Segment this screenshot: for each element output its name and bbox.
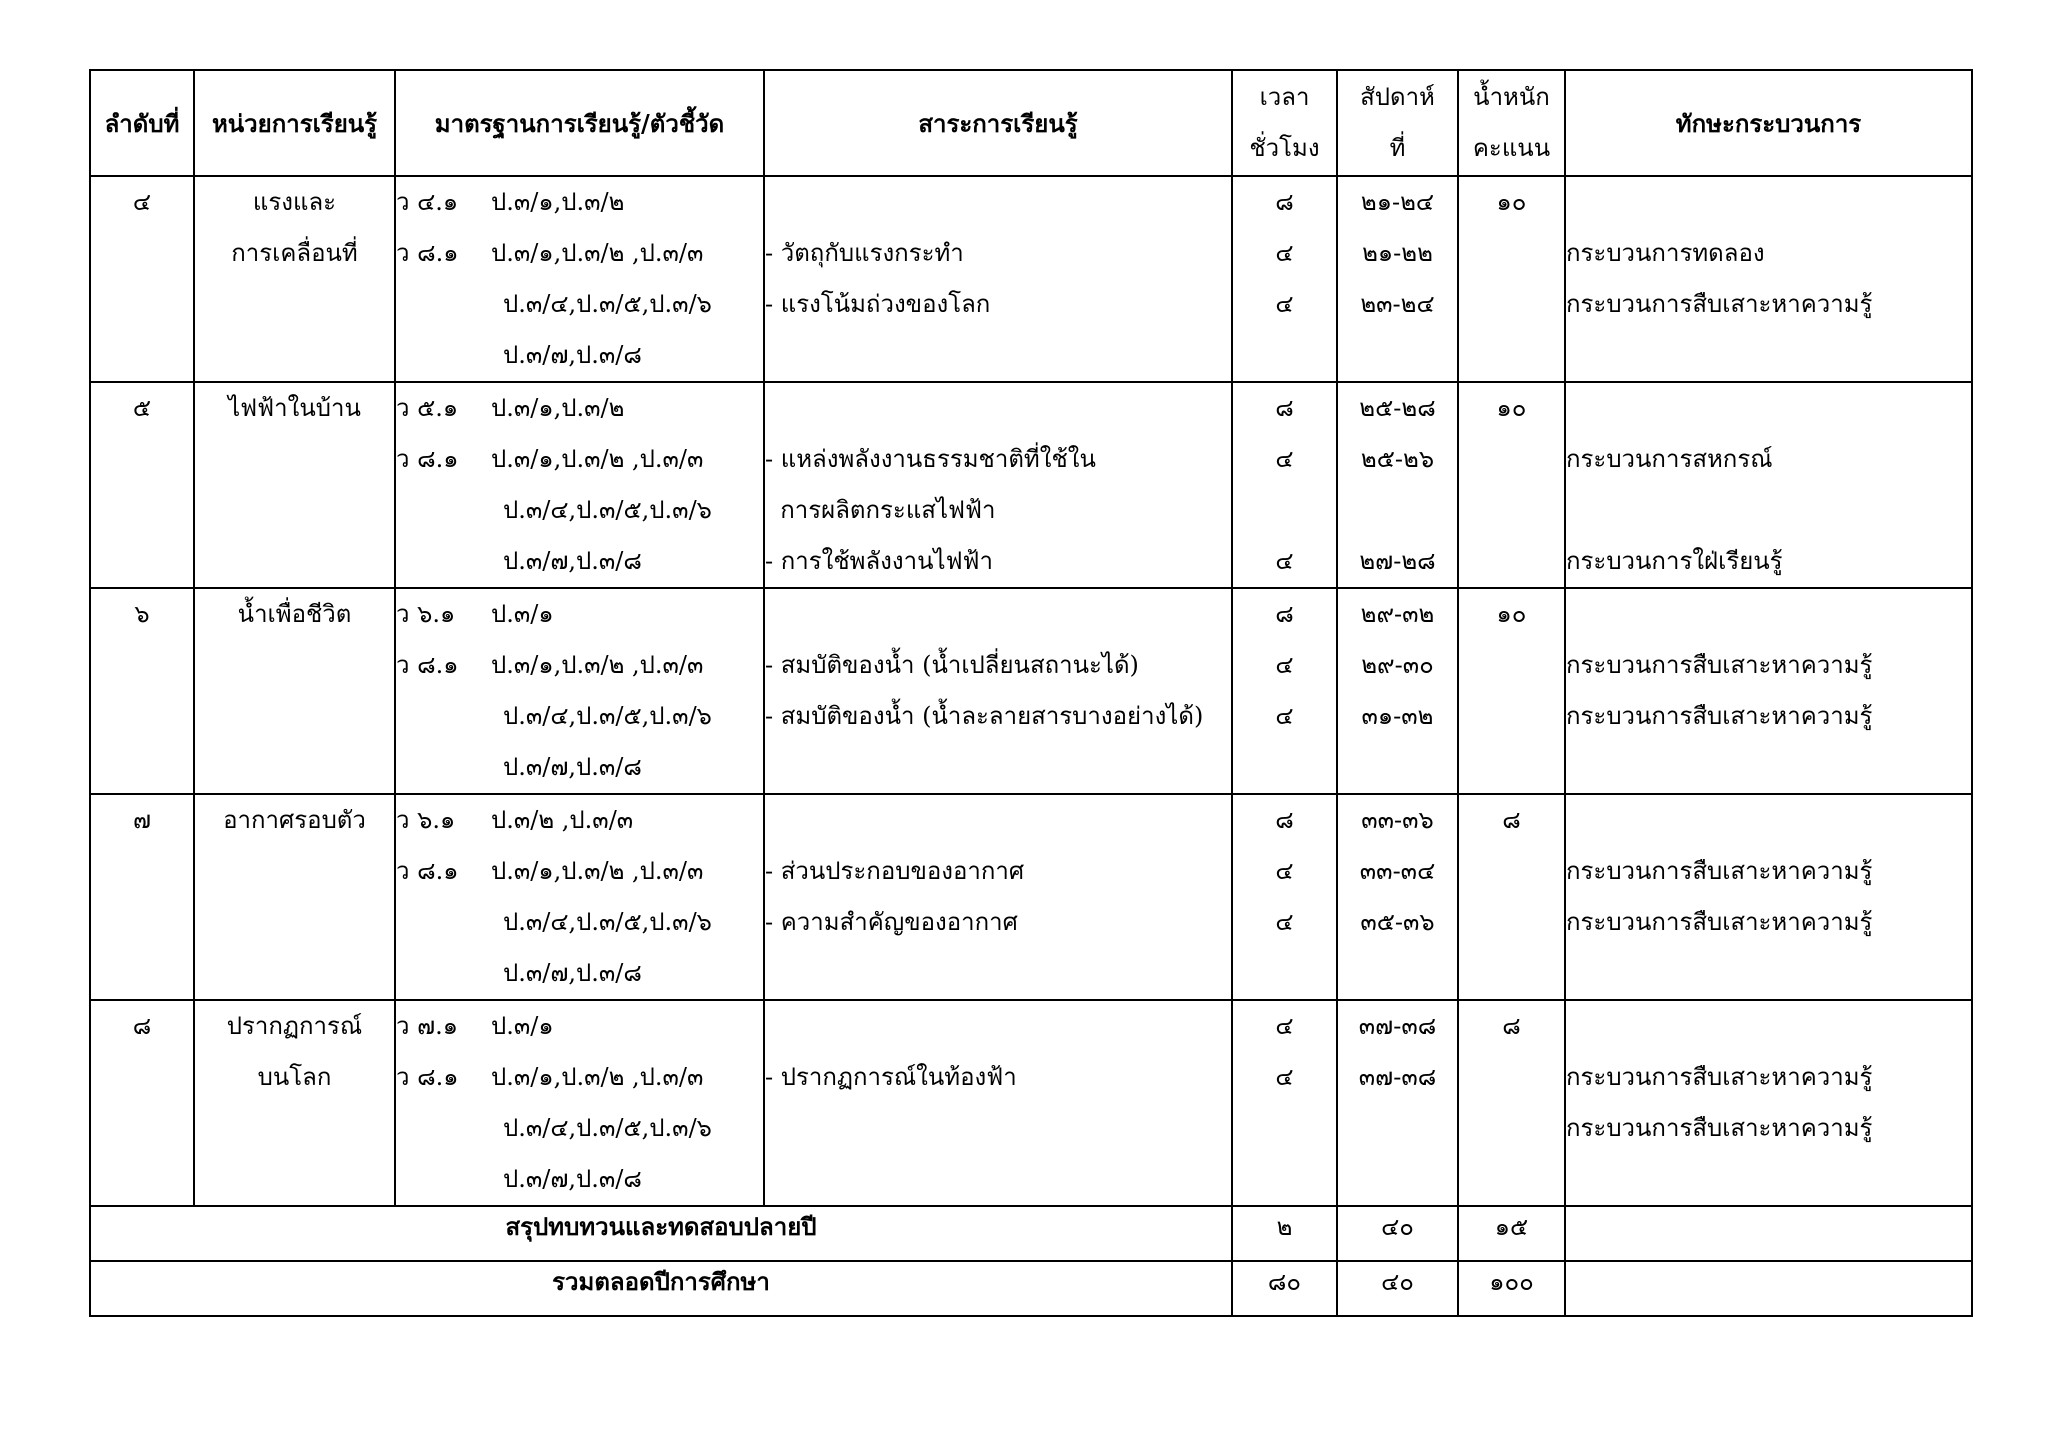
skill-line xyxy=(1566,742,1971,793)
header-week-line: ที่ xyxy=(1389,134,1406,162)
hours-value: ๔ xyxy=(1275,908,1294,936)
week-range: ๓๗-๓๘ xyxy=(1358,1063,1437,1091)
week-cell xyxy=(1337,1000,1458,1206)
week-range xyxy=(1338,1103,1457,1154)
indicator-list: ป.๓/๑,ป.๓/๒ ,ป.๓/๓ xyxy=(491,857,704,885)
skills-cell xyxy=(1565,382,1972,588)
standard-code: ว ๖.๑ xyxy=(396,806,456,834)
indicator-list: ป.๓/๒ ,ป.๓/๓ xyxy=(491,806,634,834)
content-line: - ปรากฏการณ์ในท้องฟ้า xyxy=(765,1063,1017,1091)
table-row xyxy=(90,794,1972,1000)
header-weight-line: น้ำหนัก xyxy=(1473,83,1550,111)
standard-line xyxy=(396,846,763,897)
header-week xyxy=(1337,70,1458,176)
skill-line: กระบวนการสืบเสาะหาความรู้ xyxy=(1566,857,1873,885)
skill-line: กระบวนการสืบเสาะหาความรู้ xyxy=(1566,702,1873,730)
skills-cell xyxy=(1565,794,1972,1000)
weight-value: ๘ xyxy=(1502,1012,1521,1040)
header-hours xyxy=(1232,70,1337,176)
weight-cell xyxy=(1458,588,1565,794)
hours-value: ๔ xyxy=(1275,1063,1294,1091)
order-cell xyxy=(90,176,194,382)
unit-line: ปรากฏการณ์ xyxy=(226,1012,363,1040)
hours-value: ๔ xyxy=(1275,239,1294,267)
header-unit: หน่วยการเรียนรู้ xyxy=(194,70,395,176)
header-week-line: สัปดาห์ xyxy=(1360,83,1435,111)
week-range: ๒๕-๒๖ xyxy=(1360,445,1435,473)
skill-line: กระบวนการสหกรณ์ xyxy=(1566,445,1773,473)
skill-line: กระบวนการสืบเสาะหาความรู้ xyxy=(1566,908,1873,936)
hours-value: ๘ xyxy=(1275,806,1294,834)
indicator-list: ป.๓/๑,ป.๓/๒ ,ป.๓/๓ xyxy=(491,239,704,267)
content-line xyxy=(765,795,1231,846)
order-number: ๕ xyxy=(132,394,152,422)
standard-line xyxy=(396,589,763,640)
summary-weight: ๑๐๐ xyxy=(1458,1261,1565,1316)
table-row xyxy=(90,382,1972,588)
content-line: - แหล่งพลังงานธรรมชาติที่ใช้ใน xyxy=(765,445,1096,473)
summary-skills xyxy=(1565,1261,1972,1316)
indicator-continuation: ป.๓/๗,ป.๓/๘ xyxy=(503,1165,642,1193)
hours-cell xyxy=(1232,1000,1337,1206)
skill-line: กระบวนการสืบเสาะหาความรู้ xyxy=(1566,1063,1873,1091)
hours-value: ๔ xyxy=(1275,702,1294,730)
weight-cell xyxy=(1458,1000,1565,1206)
content-line: - สมบัติของน้ำ (น้ำเปลี่ยนสถานะได้) xyxy=(765,651,1139,679)
standard-code: ว ๘.๑ xyxy=(396,239,459,267)
content-line xyxy=(765,1103,1231,1154)
header-row xyxy=(90,70,1972,176)
week-range: ๓๗-๓๘ xyxy=(1358,1012,1437,1040)
weight-value: ๘ xyxy=(1502,806,1521,834)
content-line: - การใช้พลังงานไฟฟ้า xyxy=(765,547,994,575)
hours-cell xyxy=(1232,176,1337,382)
hours-value xyxy=(1233,330,1336,381)
order-cell xyxy=(90,1000,194,1206)
header-weight xyxy=(1458,70,1565,176)
indicator-list: ป.๓/๑,ป.๓/๒ xyxy=(491,394,625,422)
weight-cell xyxy=(1458,382,1565,588)
summary-hours: ๘๐ xyxy=(1232,1261,1337,1316)
content-line xyxy=(765,1154,1231,1205)
content-cell xyxy=(764,176,1232,382)
skill-line: กระบวนการทดลอง xyxy=(1566,239,1765,267)
content-line xyxy=(765,948,1231,999)
unit-line xyxy=(195,846,394,897)
skill-line: กระบวนการสืบเสาะหาความรู้ xyxy=(1566,290,1873,318)
unit-line: อากาศรอบตัว xyxy=(223,806,366,834)
unit-cell xyxy=(194,382,395,588)
unit-cell xyxy=(194,176,395,382)
standard-line xyxy=(396,1052,763,1103)
skill-line xyxy=(1566,1001,1971,1052)
hours-cell xyxy=(1232,794,1337,1000)
week-cell xyxy=(1337,382,1458,588)
standard-line xyxy=(396,795,763,846)
unit-line: ไฟฟ้าในบ้าน xyxy=(228,394,361,422)
indicator-list: ป.๓/๑ xyxy=(491,600,554,628)
content-line: - แรงโน้มถ่วงของโลก xyxy=(765,290,991,318)
order-cell xyxy=(90,382,194,588)
week-range xyxy=(1338,330,1457,381)
hours-value: ๔ xyxy=(1275,547,1294,575)
standard-line xyxy=(396,1001,763,1052)
skill-line xyxy=(1566,383,1971,434)
indicator-continuation: ป.๓/๔,ป.๓/๕,ป.๓/๖ xyxy=(503,702,712,730)
hours-value: ๔ xyxy=(1275,445,1294,473)
week-range: ๒๕-๒๘ xyxy=(1359,394,1436,422)
content-cell xyxy=(764,794,1232,1000)
indicator-continuation: ป.๓/๗,ป.๓/๘ xyxy=(503,341,642,369)
skills-cell xyxy=(1565,1000,1972,1206)
week-range: ๓๕-๓๖ xyxy=(1360,908,1435,936)
skill-line xyxy=(1566,485,1971,536)
content-line: - วัตถุกับแรงกระทำ xyxy=(765,239,964,267)
content-line xyxy=(765,742,1231,793)
week-range xyxy=(1338,742,1457,793)
indicator-list: ป.๓/๑,ป.๓/๒ xyxy=(491,188,625,216)
standard-code: ว ๕.๑ xyxy=(396,394,459,422)
standard-code: ว ๘.๑ xyxy=(396,857,459,885)
standard-cell xyxy=(395,382,764,588)
header-weight-line: คะแนน xyxy=(1472,134,1551,162)
hours-value xyxy=(1233,1154,1336,1205)
header-content: สาระการเรียนรู้ xyxy=(764,70,1232,176)
skill-line: กระบวนการใฝ่เรียนรู้ xyxy=(1566,547,1783,575)
unit-line xyxy=(195,434,394,485)
weight-value: ๑๐ xyxy=(1496,188,1527,216)
week-range: ๒๗-๒๘ xyxy=(1359,547,1436,575)
curriculum-table xyxy=(89,69,1973,1317)
indicator-continuation: ป.๓/๔,ป.๓/๕,ป.๓/๖ xyxy=(503,908,712,936)
order-cell xyxy=(90,588,194,794)
week-cell xyxy=(1337,794,1458,1000)
hours-value xyxy=(1233,948,1336,999)
hours-value xyxy=(1233,485,1336,536)
week-range: ๒๙-๓๐ xyxy=(1361,651,1434,679)
week-range: ๒๙-๓๒ xyxy=(1360,600,1435,628)
header-hours-line: ชั่วโมง xyxy=(1249,134,1320,162)
weight-cell xyxy=(1458,794,1565,1000)
indicator-continuation: ป.๓/๗,ป.๓/๘ xyxy=(503,959,642,987)
skill-line xyxy=(1566,1154,1971,1205)
standard-cell xyxy=(395,1000,764,1206)
content-line: - ส่วนประกอบของอากาศ xyxy=(765,857,1025,885)
hours-value: ๘ xyxy=(1275,188,1294,216)
summary-label: สรุปทบทวนและทดสอบปลายปี xyxy=(90,1206,1232,1261)
unit-cell xyxy=(194,588,395,794)
indicator-continuation: ป.๓/๗,ป.๓/๘ xyxy=(503,547,642,575)
hours-cell xyxy=(1232,382,1337,588)
hours-value xyxy=(1233,742,1336,793)
standard-line xyxy=(396,434,763,485)
week-range xyxy=(1338,485,1457,536)
summary-week: ๔๐ xyxy=(1337,1206,1458,1261)
skill-line xyxy=(1566,795,1971,846)
unit-line xyxy=(195,640,394,691)
standard-line xyxy=(396,640,763,691)
weight-value: ๑๐ xyxy=(1496,600,1527,628)
weight-cell xyxy=(1458,176,1565,382)
standard-cell xyxy=(395,588,764,794)
content-line: - สมบัติของน้ำ (น้ำละลายสารบางอย่างได้) xyxy=(765,702,1204,730)
indicator-continuation: ป.๓/๔,ป.๓/๕,ป.๓/๖ xyxy=(503,496,712,524)
skill-line xyxy=(1566,948,1971,999)
unit-line: น้ำเพื่อชีวิต xyxy=(237,600,352,628)
hours-value: ๔ xyxy=(1275,651,1294,679)
skills-cell xyxy=(1565,176,1972,382)
week-range: ๒๑-๒๔ xyxy=(1360,188,1435,216)
summary-hours: ๒ xyxy=(1232,1206,1337,1261)
standard-code: ว ๘.๑ xyxy=(396,651,459,679)
hours-value xyxy=(1233,1103,1336,1154)
table-row xyxy=(90,588,1972,794)
content-line xyxy=(765,177,1231,228)
header-hours-line: เวลา xyxy=(1259,83,1310,111)
week-range: ๓๑-๓๒ xyxy=(1361,702,1434,730)
header-standard: มาตรฐานการเรียนรู้/ตัวชี้วัด xyxy=(395,70,764,176)
content-line: - ความสำคัญของอากาศ xyxy=(765,908,1018,936)
standard-code: ว ๔.๑ xyxy=(396,188,459,216)
hours-value: ๘ xyxy=(1275,394,1294,422)
unit-line: การเคลื่อนที่ xyxy=(231,239,358,267)
week-range xyxy=(1338,948,1457,999)
summary-row-total xyxy=(90,1261,1972,1316)
hours-value: ๘ xyxy=(1275,600,1294,628)
standard-line xyxy=(396,177,763,228)
indicator-continuation: ป.๓/๔,ป.๓/๕,ป.๓/๖ xyxy=(503,290,712,318)
skill-line xyxy=(1566,589,1971,640)
skill-line xyxy=(1566,330,1971,381)
summary-row-review xyxy=(90,1206,1972,1261)
unit-line: บนโลก xyxy=(257,1063,332,1091)
standard-cell xyxy=(395,794,764,1000)
skills-cell xyxy=(1565,588,1972,794)
indicator-list: ป.๓/๑,ป.๓/๒ ,ป.๓/๓ xyxy=(491,445,704,473)
content-line: การผลิตกระแสไฟฟ้า xyxy=(765,496,996,524)
unit-cell xyxy=(194,1000,395,1206)
table-row xyxy=(90,176,1972,382)
content-line xyxy=(765,589,1231,640)
hours-value: ๔ xyxy=(1275,290,1294,318)
standard-code: ว ๘.๑ xyxy=(396,1063,459,1091)
standard-line xyxy=(396,383,763,434)
order-number: ๔ xyxy=(132,188,152,216)
hours-value: ๔ xyxy=(1275,1012,1294,1040)
summary-week: ๔๐ xyxy=(1337,1261,1458,1316)
order-number: ๗ xyxy=(132,806,152,834)
indicator-continuation: ป.๓/๗,ป.๓/๘ xyxy=(503,753,642,781)
unit-cell xyxy=(194,794,395,1000)
weight-value: ๑๐ xyxy=(1496,394,1527,422)
content-cell xyxy=(764,1000,1232,1206)
week-range: ๒๑-๒๒ xyxy=(1362,239,1433,267)
week-cell xyxy=(1337,176,1458,382)
order-number: ๖ xyxy=(134,600,150,628)
standard-code: ว ๖.๑ xyxy=(396,600,456,628)
summary-skills xyxy=(1565,1206,1972,1261)
indicator-continuation: ป.๓/๔,ป.๓/๕,ป.๓/๖ xyxy=(503,1114,712,1142)
hours-cell xyxy=(1232,588,1337,794)
standard-code: ว ๘.๑ xyxy=(396,445,459,473)
indicator-list: ป.๓/๑,ป.๓/๒ ,ป.๓/๓ xyxy=(491,1063,704,1091)
content-cell xyxy=(764,382,1232,588)
header-order: ลำดับที่ xyxy=(90,70,194,176)
order-cell xyxy=(90,794,194,1000)
indicator-list: ป.๓/๑,ป.๓/๒ ,ป.๓/๓ xyxy=(491,651,704,679)
summary-weight: ๑๕ xyxy=(1458,1206,1565,1261)
skill-line xyxy=(1566,177,1971,228)
content-line xyxy=(765,383,1231,434)
content-line xyxy=(765,330,1231,381)
content-line xyxy=(765,1001,1231,1052)
week-range: ๓๓-๓๖ xyxy=(1361,806,1434,834)
hours-value: ๔ xyxy=(1275,857,1294,885)
week-range: ๓๓-๓๔ xyxy=(1359,857,1436,885)
order-number: ๘ xyxy=(132,1012,152,1040)
standard-code: ว ๗.๑ xyxy=(396,1012,459,1040)
indicator-list: ป.๓/๑ xyxy=(491,1012,554,1040)
table-row xyxy=(90,1000,1972,1206)
header-skills: ทักษะกระบวนการ xyxy=(1565,70,1972,176)
week-range: ๒๓-๒๔ xyxy=(1360,290,1435,318)
week-range xyxy=(1338,1154,1457,1205)
standard-cell xyxy=(395,176,764,382)
skill-line: กระบวนการสืบเสาะหาความรู้ xyxy=(1566,651,1873,679)
skill-line: กระบวนการสืบเสาะหาความรู้ xyxy=(1566,1114,1873,1142)
standard-line xyxy=(396,228,763,279)
content-cell xyxy=(764,588,1232,794)
unit-line: แรงและ xyxy=(252,188,337,216)
week-cell xyxy=(1337,588,1458,794)
summary-label: รวมตลอดปีการศึกษา xyxy=(90,1261,1232,1316)
